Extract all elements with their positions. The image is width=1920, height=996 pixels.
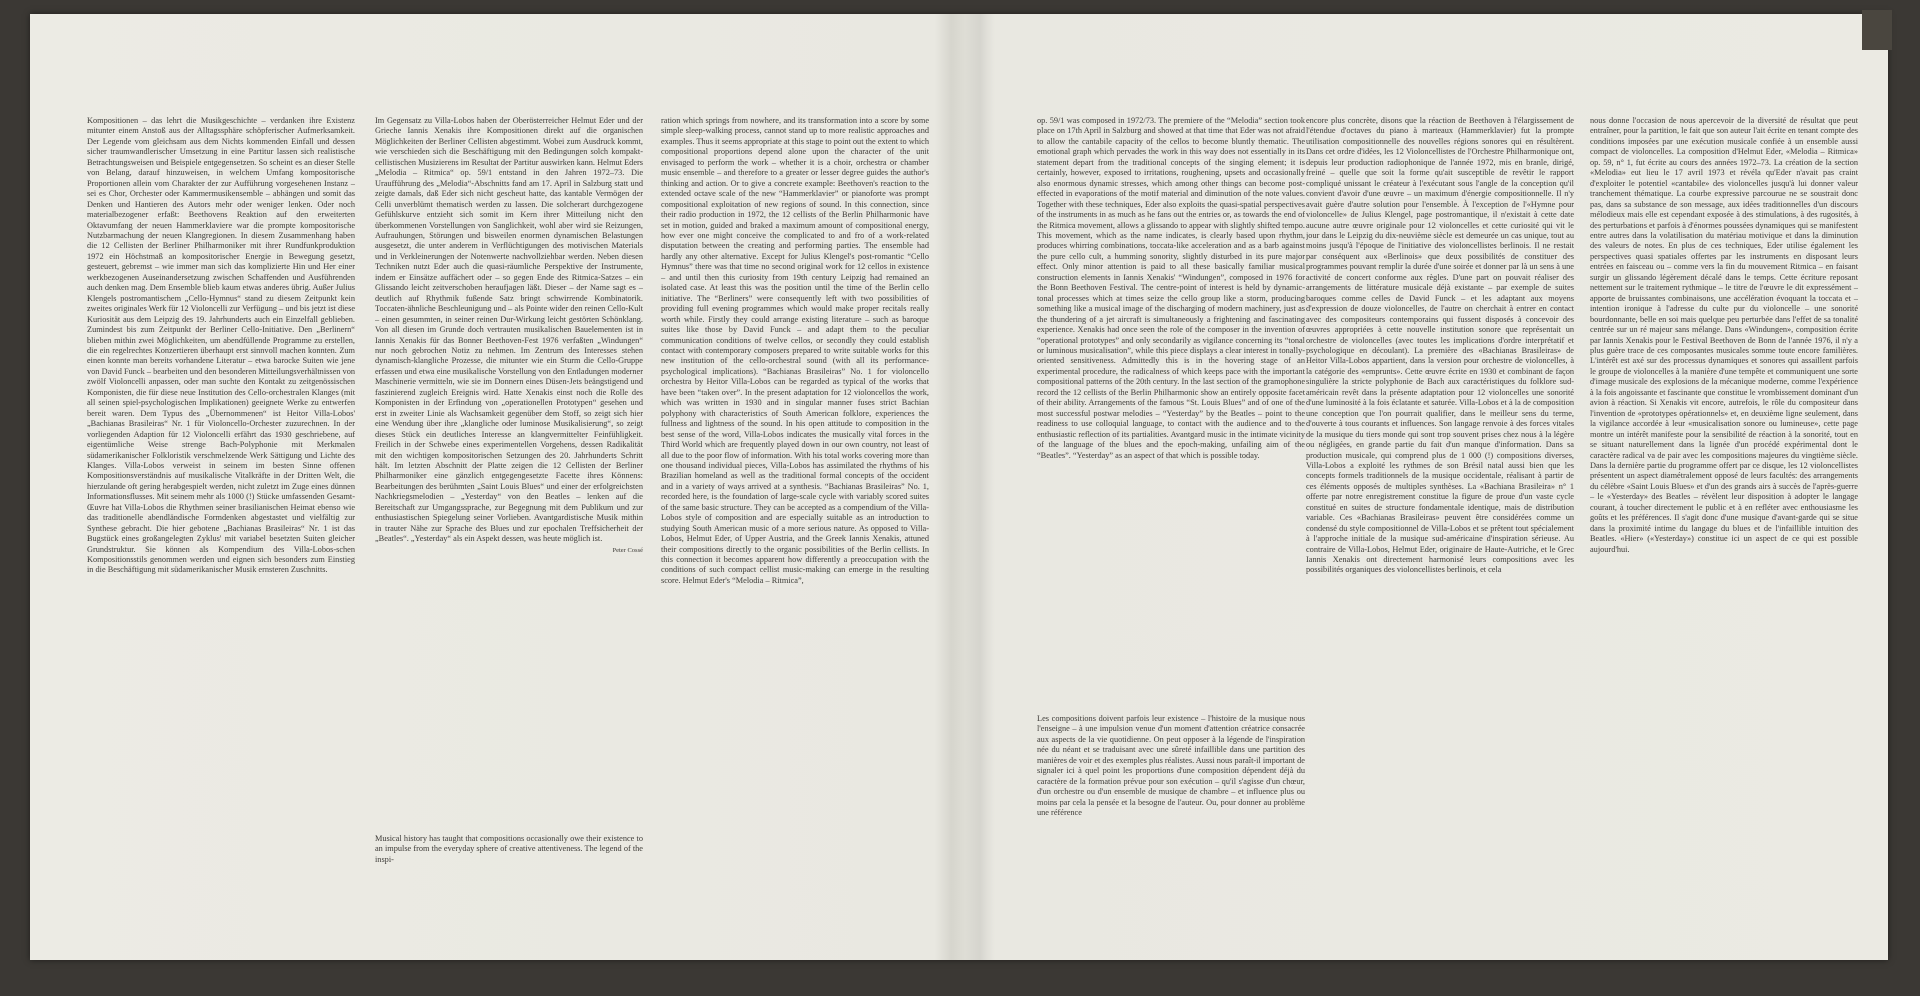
- german-column-2: [375, 116, 643, 763]
- english-text-2: ration which springs from nowhere, and its transformation into a score by some simple sleep-walking process, cannot stand up to more realistic approaches and examples. Thus it seems appropriate at this stage to point out the extent to which compositional proportions depend alone upon the character of the unit envisaged to perform the work – whether it is a choir, orchestra or chamber music ensemble – and therefore to a greater or lesser degree guides the author's thinking and action. Or to give a concrete example: Beethoven's reaction to the extended octave scale of the new “Hammerklavier” or pianoforte was prompt compositional exploitation of new regions of sound. In this connection, since their radio production in 1972, the 12 cellists of the Berlin Philharmonic have set in motion, guided and braked a maximum amount of compositional energy, how ever one might conceive the complicated to and fro of a work-related disputation between the creating and performing parties. The ensemble had hardly any other alternative. Except for Julius Klengel's post-romantic “Cello Hymnus” there was that time no second original work for 12 cellos in existence – and until then this curiosity from 19th century Leipzig had remained an isolated case. At least this was the position until the time of the Berlin cello initiative. The “Berliners” were consequently left with two possibilities of providing full evening programmes which would make proper recitals really worth while. Firstly they could arrange existing literature – such as baroque suites like those by David Funck – and adapt them to the peculiar communication conditions of twelve cellos, or secondly they could establish contact with contemporary composers prepared to write suitable works for this new institution of the cello-orchestral sound (with all its performance-psychological implications). “Bachianas Brasileiras” No. 1 for violoncello orchestra by Heitor Villa-Lobos can be regarded as typical of the works that have been “taken over”. In the present adaptation for 12 violoncellos the work, which was written in 1930 and in singular manner fuses strict Bachian polyphony with characteristics of South American folklore, experiences the fullness and lightness of the sound. In his open attitude to composition in the best sense of the word, Villa-Lobos indicates the musically vital forces in the Third World which are frequently played down in our own country, not least of all due to the poor flow of information. With his total works covering more than one thousand individual pieces, Villa-Lobos has assimilated the rhythms of his Brazilian homeland as well as the traditional formal concepts of the occident and in a variety of ways arrived at a synthesis. “Bachianas Brasileiras” No. 1, recorded here, is the foundation of large-scale cycle with variably scored suites of the same basic structure. They can be accepted as a compendium of the Villa-Lobos style of composition and are especially suitable as an introduction to studying South American music of a more serious nature. As opposed to Villa-Lobos, Helmut Eder, of Upper Austria, and the Greek Iannis Xenakis, attuned their compositions directly to the organic possibilities of the Berlin cellists. In this connection it becomes apparent how differently a preoccupation with the conditions of such compact cellist music-making can emerge in the resulting score. Helmut Eder's “Melodia – Ritmica”,: [661, 116, 929, 585]
- english-column-2: [661, 116, 929, 891]
- english-column-3: [1037, 116, 1305, 694]
- record-sleeve-spread: [30, 14, 1888, 960]
- author-signature: Peter Cossé: [612, 546, 643, 554]
- gatefold-spine: [965, 14, 995, 960]
- french-column-3: [1590, 116, 1858, 822]
- french-text-2: encore plus concrète, disons que la réaction de Beethoven à l'élargissement de l'étendue d'octaves du piano à marteaux (Hammerklavier) fut la prompte utilisation compositionnelle des nouvelles régions sonores qui en résultèrent. Dans cet ordre d'idées, les 12 Violoncellistes de l'Orchestre Philharmonique ont, depuis leur production radiophonique de l'année 1972, mis en branle, dirigé, freiné – quelle que soit la forme qu'ait susceptible de revêtir le rapport compliqué unissant le créateur à l'exécutant sous l'angle de la conception qu'il convient d'avoir d'une œuvre – un maximum d'énergie compositionnelle. Il n'y avait guère d'autre solution pour l'ensemble. À l'exception de l'«Hymne pour violoncelle» de Julius Klengel, page postromantique, il n'existait à cette date aucune autre œuvre originale pour 12 violoncelles et cette curiosité qui vit le jour dans le Leipzig du dix-neuvième siècle est demeurée un cas unique, tout au moins jusqu'à l'époque de l'initiative des violoncellistes berlinois. Il ne restait par conséquent aux «Berlinois» que deux possibilités de constituer des programmes pouvant remplir la durée d'une soirée et donner par là un sens à une activité de concert conforme aux règles. D'une part on pouvait réaliser des arrangements de littérature musicale déjà existante – par exemple de suites baroques comme celles de David Funck – et les adaptant aux moyens d'expression de douze violoncelles, de l'autre on cherchait à entrer en contact avec des compositeurs contemporains qui fussent disposés à concevoir des œuvres appropriées à cette nouvelle institution sonore que représentait un orchestre de violoncelles (avec toutes les implications d'ordre interprétatif et psychologique en découlant). La première des «Bachianas Brasileiras» de Heitor Villa-Lobos appartient, dans la version pour orchestre de violoncelles, à la catégorie des «emprunts». Cette œuvre écrite en 1930 et combinant de façon singulière la stricte polyphonie de Bach aux caractéristiques du folklore sud-américain revêt dans la présente adaptation pour 12 violoncelles une sonorité d'une luminosité à la fois éclatante et saturée. Villa-Lobos et à la de composition une conception que l'on pourrait qualifier, dans le meilleur sens du terme, d'ouverte à tous courants et influences. Son langage renvoie à des forces vitales de la musique du tiers monde qui sont trop souvent prises chez nous à la légère ou négligées, en grande partie du fait d'un manque d'information. Dans sa production musicale, qui comprend plus de 1 000 (!) compositions diverses, Villa-Lobos a exploité les rythmes de son Brésil natal aussi bien que les concepts formels traditionnels de la musique occidentale, réalisant à partir de ces éléments opposés de multiples synthèses. La «Bachiana Brasileira» n° 1 offerte par notre enregistrement constitue la figure de proue d'un vaste cycle constitué en suites de structure fondamentale identique, mais de distribution variable. Ces «Bachianas Brasileiras» peuvent être considérées comme un condensé du style compositionnel de Villa-Lobos et se prêtent tout spécialement à l'approche initiale de la musique sud-américaine d'inspiration sérieuse. Au contraire de Villa-Lobos, Helmut Eder, originaire de Haute-Autriche, et le Grec Iannis Xenakis ont directement harmonisé leurs compositions avec les possibilités organiques des violoncellistes berlinois, et cela: [1306, 116, 1574, 575]
- frame-corner: [1862, 10, 1892, 50]
- french-text-3: nous donne l'occasion de nous apercevoir de la diversité de résultat que peut entraîner, pour la partition, le fait que son auteur l'ait écrite en tenant compte des conditions imposées par une exécution musicale confiée à un ensemble aussi compact de violoncelles. La composition d'Helmut Eder, «Melodia – Ritmica» op. 59, n° 1, fut écrite au cours des années 1972–73. La création de la section «Melodia» eut lieu le 17 avril 1973 et révéla qu'Eder n'avait pas craint d'exploiter le potentiel «cantabile» des violoncelles jusqu'à lui donner valeur tranchement thématique. La courbe expressive parcourue ne se soustrait donc pas, dans sa substance de son message, aux idées traditionnelles d'un discours mélodieux mais elle est cependant exposée à des stimulations, à des rugosités, à des perturbations et parfois à d'énormes poussées dynamiques qui se manifestent entre autres dans la volatilisation du matériau motivique et dans la diminution des valeurs de notes. En plus de ces techniques, Eder utilise également les perspectives quasi spatiales offertes par les instruments en disposant leurs entrées en faisceau ou – comme vers la fin du mouvement Ritmica – en faisant surgir un glissando légèrement décalé dans le temps. Cette écriture reposant nettement sur le traitement rythmique – le titre de l'œuvre le dit expressément – apporte de bruissantes combinaisons, une accélération évoquant la toccata et – intention ironique à l'adresse du culte pur du violoncelle – une sonorité bourdonnante, belle en soi mais quelque peu perturbée dans l'effet de sa tonalité centrée sur un ré majeur sans mélange. Dans «Windungen», composition écrite par Iannis Xenakis pour le Festival Beethoven de Bonn de l'année 1976, il n'y a plus guère trace de ces composantes musicales somme toute encore familières. L'intérêt est axé sur des processus dynamiques et sonores qui assaillent parfois le groupe de violoncelles à la manière d'une tempête et communiquent une sorte d'image musicale des explosions de la mécanique moderne, comme l'expérience à la fois angoissante et fascinante que constitue le vrombissement dominant d'un avion à réaction. Si Xenakis vit encore, autrefois, le rôle du compositeur dans l'invention de «prototypes opérationnels» et, en deuxième ligne seulement, dans la vigilance accordée à leur «musicalisation sonore ou lumineuse», cette page montre un intérêt manifeste pour la sensibilité de réaction à la sonorité, tout en se situant naturellement dans la lignée d'un procédé expérimental dont le caractère radical va de pair avec les compositions majeures du vingtième siècle. Dans la dernière partie du programme offert par ce disque, les 12 violoncellistes présentent un aspect diamétralement opposé de leurs facultés: des arrangements du célèbre «Saint Louis Blues» et d'un des grands airs à succès de l'après-guerre – le «Yesterday» des Beatles – révèlent leur disposition à adopter le langage courant, à toucher directement le public et à en refléter avec enthousiasme les goûts et les préférences. Il s'agit donc d'une musique d'avant-garde qui se situe dans la proximité intime du langage du blues et de l'infaillible intuition des Beatles. «Hier» («Yesterday») constitue ici un aspect de ce qui est possible aujourd'hui.: [1590, 116, 1858, 554]
- english-column-1: [375, 834, 643, 882]
- german-column-1: [87, 116, 355, 869]
- german-text-2: Im Gegensatz zu Villa-Lobos haben der Oberösterreicher Helmut Eder und der Grieche Iannis Xenakis ihre Kompositionen direkt auf die organischen Möglichkeiten der Berliner Cellisten abgestimmt. Wobei zum Ausdruck kommt, wie verschieden sich die Beschäftigung mit den Bedingungen solch kompakt-cellistischen Musizierens im Resultat der Partitur auswirken kann. Helmut Eders „Melodia – Ritmica“ op. 59/1 entstand in den Jahren 1972–73. Die Uraufführung des „Melodia“-Abschnitts fand am 17. April in Salzburg statt und zeigte damals, daß Eder sich nicht gescheut hatte, das kantable Vermögen der Celli unverblümt thematisch werden zu lassen. Die solcherart durchgezogene Gefühlskurve entzieht sich somit im Kern ihrer Mitteilung nicht den überkommenen Vorstellungen von Sanglichkeit, wohl aber wird sie Reizungen, Aufrauhungen, Störungen und bisweilen enormen dynamischen Belastungen ausgesetzt, die unter anderem in Verflüchtigungen des motivischen Materials und in Verkleinerungen der Notenwerte nachvollziehbar werden. Neben diesen Techniken nutzt Eder auch die quasi-räumliche Perspektive der Instrumente, indem er Einsätze auffächert oder – so gegen Ende des Ritmica-Satzes – ein Glissando leicht zeitverschoben heraufjagen läßt. Dieser – der Name sagt es – deutlich auf Rhythmik fußende Satz bringt schwirrende Kombinatorik. Toccaten-ähnliche Beschleunigung und – als Pointe wider den reinen Cello-Kult – einen gesummten, in seiner reinen Dur-Wirkung leicht gestörten Schönklang. Von all diesen im Grunde doch vertrauten musikalischen Bauelementen ist in Iannis Xenakis für das Bonner Beethoven-Fest 1976 verfaßten „Windungen“ nur noch gebrochen Notiz zu nehmen. Im Zentrum des Interesses stehen dynamisch-klangliche Prozesse, die mitunter wie ein Sturm die Cello-Gruppe erfassen und etwa eine musikalische Vorstellung von den Entladungen moderner Maschinerie vermitteln, wie sie im Donnern eines Düsen-Jets beängstigend und faszinierend zugleich Ereignis wird. Hatte Xenakis einst noch die Rolle des Komponisten in der Erfindung von „operationellen Prototypen“ gesehen und erst in zweiter Linie als Wachsamkeit gegenüber dem Stoff, so zeigt sich hier eine Wendung über ihre „klangliche oder luminose Musikalisierung“, so zeigt dieses Stück ein deutliches Interesse an klangvermittelter Feinfühligkeit. Freilich in der Schwebe eines experimentellen Vorgehens, dessen Radikalität mit den wichtigen kompositorischen Setzungen des 20. Jahrhunderts Schritt hält. Im letzten Abschnitt der Platte zeigen die 12 Cellisten der Berliner Philharmoniker eine gänzlich entgegengesetzte Facette ihres Könnens: Bearbeitungen des berühmten „Saint Louis Blues“ und einer der erfolgreichsten Nachkriegsmelodien – „Yesterday“ von den Beatles – lenken auf die Bereitschaft zur Umgangssprache, zur Begegnung mit dem Publikum und zur enthusiastischen Spiegelung seiner Vorlieben. Avantgardistische Musik mithin in trauter Nähe zur Sprache des Blues und zur epochalen Treffsicherheit der „Beatles“. „Yesterday“ als ein Aspekt dessen, was heute möglich ist.: [375, 116, 643, 544]
- english-text-3: op. 59/1 was composed in 1972/73. The premiere of the “Melodia” section took place on 17th April in Salzburg and showed at that time that Eder was not afraid to allow the cantabile capacity of the cellos to become bluntly thematic. The emotional graph which pervades the work in this way does not essentially in its statement depart from the traditional concepts of the singing element; it is certainly, however, exposed to irritations, roughening, upsets and occasionally also enormous dynamic stresses, which among other things can become post-effected in evaporations of the motif material and diminution of the note values. Together with these techniques, Eder also exploits the quasi-spatial perspectives of the instruments in as much as he fans out the entries or, as towards the end of the Ritmica movement, allows a glissando to appear with slightly shifted tempo. This movement, which as the name indicates, is clearly based upon rhythm, produces whirring combinations, toccata-like acceleration and as a barb against the pure cello cult, a humming sonority, slightly disturbed in its pure major effect. Only minor attention is paid to all these basically familiar musical construction elements in Iannis Xenakis' “Windungen”, composed in 1976 for the Bonn Beethoven Festival. The centre-point of interest is held by dynamic-tonal processes which at times seize the cello group like a storm, producing something like a musical image of the discharging of modern machinery, just as the thundering of a jet aircraft is simultaneously a frightening and fascinating experience. Xenakis had once seen the role of the composer in the invention of “operational prototypes” and only secondarily as vigilance concerning its “tonal or luminous musicalisation”, while this piece displays a clear interest in tonally-oriented sensitiveness. Admittedly this is in the hovering stage of an experimental procedure, the radicalness of which keeps pace with the important compositional patterns of the 20th century. In the last section of the gramophone record the 12 cellists of the Berlin Philharmonic show an entirely opposite facet of their ability. Arrangements of the famous “St. Louis Blues” and of one of the most successful postwar melodies – “Yesterday” by the Beatles – point to the readiness to use colloquial language, to contact with the audience and to the enthusiastic reflection of its partialities. Avantgard music in the intimate vicinity of the language of the blues and the epoch-making, unfailing aim of the “Beatles”. “Yesterday” as an aspect of that which is possible today.: [1037, 116, 1305, 460]
- french-column-1: [1037, 714, 1305, 874]
- english-text-1: Musical history has taught that compositions occasionally owe their existence to an impulse from the everyday sphere of creative attentiveness. The legend of the inspi-: [375, 834, 643, 864]
- german-text-1: Kompositionen – das lehrt die Musikgeschichte – verdanken ihre Existenz mitunter einem Anstoß aus der Alltagssphäre schöpferischer Aufmerksamkeit. Der Legende vom gleichsam aus dem Nichts kommenden Einfall und dessen sicher traumwandlerischer Umsetzung in eine Partitur lassen sich realistische Betrachtungsweisen und Beispiele entgegensetzen. So scheint es an dieser Stelle von Belang, darauf hinzuweisen, in welchem Umfang kompositorische Proportionen allein vom Charakter der zur Aufführung vorgesehenen Instanz – sei es Chor, Orchester oder Kammermusikensemble – abhängen und somit das Denken und Hantieren des Autors mehr oder weniger lenken. Oder noch materialbezogener erfaßt: Beethovens Reaktion auf den erweiterten Oktavumfang der neuen Hammerklaviere war die prompte kompositorische Nutzbarmachung der neuen Klangregionen. In diesem Zusammenhang haben die 12 Cellisten der Berliner Philharmoniker mit ihrer Rundfunkproduktion 1972 ein Höchstmaß an kompositorischer Energie in Bewegung gesetzt, gesteuert, gebremst – wie immer man sich das komplizierte Hin und Her einer werkbezogenen Auseinandersetzung zwischen Schaffenden und Ausführenden auch denken mag. Dem Ensemble blieb kaum etwas anderes übrig. Außer Julius Klengels postromantischem „Cello-Hymnus“ stand zu diesem Zeitpunkt kein zweites originales Werk für 12 Violoncelli zur Verfügung – und bis jetzt ist diese Kuriosität aus dem Leipzig des 19. Jahrhunderts auch ein Einzelfall geblieben. Zumindest bis zum Zeitpunkt der Berliner Cello-Initiative. Den „Berlinern“ blieben mithin zwei Möglichkeiten, um abendfüllende Programme zu erstellen, die ein regelrechtes Konzertieren überhaupt erst sinnvoll machen konnten. Zum einen konnte man bereits vorhandene Literatur – etwa barocke Suiten wie jene von David Funck – bearbeiten und den besonderen Mitteilungsverhältnissen von zwölf Violoncelli anpassen, oder man suchte den Kontakt zu zeitgenössischen Komponisten, die für diese neue Institution des Cello-orchestralen Klanges (mit all seinen spiel-psychologischen Implikationen) geeignete Werke zu entwerfen bereit waren. Dem Typus des „Übernommenen“ ist Heitor Villa-Lobos' „Bachianas Brasileiras“ Nr. 1 für Violoncello-Orchester zuzurechnen. In der vorliegenden Adaption für 12 Violoncelli erfährt das 1930 geschriebene, auf eigentümliche Weise strenge Bach-Polyphonie mit Merkmalen südamerikanischer Folkloristik verschmelzende Werk Sättigung und Lichte des Klanges. Villa-Lobos verweist in seinem im besten Sinne offenen Kompositionsverständnis auf musikalische Vitalkräfte in der Dritten Welt, die hierzulande oft gering herabgespielt werden, nicht zuletzt im Zuge eines dünnen Informationsflusses. Mit seinem mehr als 1000 (!) Stücke umfassenden Gesamt-Œuvre hat Villa-Lobos die Rhythmen seiner brasilianischen Heimat ebenso wie das traditionelle abendländische Formdenken abgestastet und vielfältig zur Synthese gebracht. Die hier gebotene „Bachianas Brasileiras“ Nr. 1 ist das Bugstück eines großangelegten Zyklus' mit variabel besetzten Suiten gleicher Grundstruktur. Sie können als Kompendium des Villa-Lobos-schen Kompositionsstils genommen werden und eignen sich besonders zum Einstieg in die Beschäftigung mit südamerikanischer Musik ernsteren Zuschnitts.: [87, 116, 355, 575]
- french-column-2: [1306, 116, 1574, 864]
- french-text-1: Les compositions doivent parfois leur existence – l'histoire de la musique nous l'enseigne – à une impulsion venue d'un moment d'attention créatrice consacrée aux aspects de la vie quotidienne. On peut opposer à la légende de l'inspiration née du néant et se traduisant avec une sûreté infaillible dans une partition des manières de voir et des exemples plus réalistes. Aussi nous paraît-il important de signaler ici à quel point les proportions d'une composition dépendent déjà du caractère de la formation prévue pour son exécution – qu'il s'agisse d'un chœur, d'un orchestre ou d'un ensemble de musique de chambre – et influence plus ou moins par cela la pensée et la besogne de l'auteur. Ou, pour donner au problème une référence: [1037, 714, 1305, 818]
